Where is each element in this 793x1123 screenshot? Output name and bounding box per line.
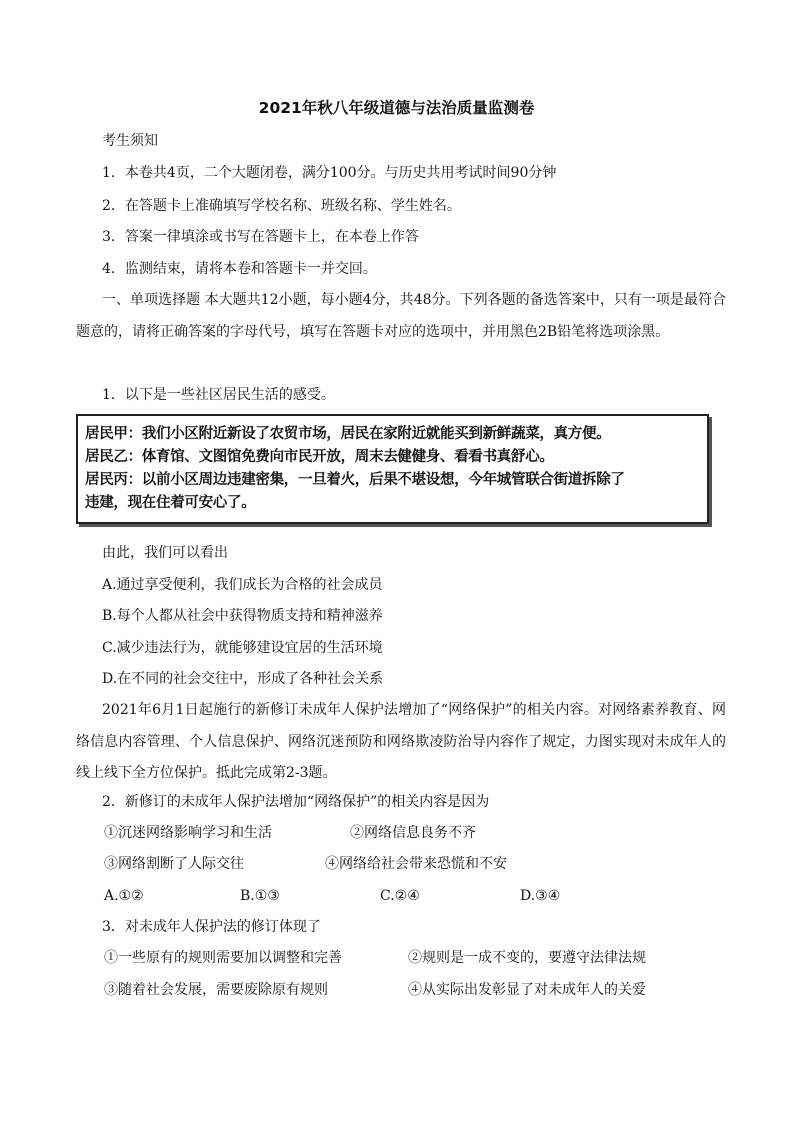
q3-statement-4: ④从实际出发彰显了对未成年人的关爱: [408, 982, 646, 998]
q1-quote-line-1: 居民甲：我们小区附近新设了农贸市场，居民在家附近就能买到新鲜蔬菜，真方便。: [85, 426, 611, 442]
q1-lead: 由此，我们可以看出: [102, 545, 228, 561]
q1-option-c: C.减少违法行为，就能够建设宜居的生活环境: [102, 640, 383, 656]
q1-option-a: A.通过享受便利，我们成长为合格的社会成员: [102, 577, 383, 593]
material-paragraph: 2021年6月1日起施行的新修订未成年人保护法增加了“网络保护”的相关内容。对网络素养教育、网络信息内容管理、个人信息保护、网络沉迷预防和网络欺凌防治导内容作了规定，力图实现对未成年人的线上线下全方位保护。抵此完成第2-3题。: [76, 702, 726, 781]
page-title: 2021年秋八年级道德与法治质量监测卷: [258, 99, 535, 117]
q1-option-b: B.每个人都从社会中获得物质支持和精神滋养: [102, 608, 383, 624]
q3-stem: 3．对未成年人保护法的修订体现了: [102, 919, 321, 935]
q2-stem: 2．新修订的未成年人保护法增加“网络保护”的相关内容是因为: [102, 794, 490, 810]
q2-option-b: B.①③: [240, 888, 280, 904]
q2-option-c: C.②④: [380, 888, 420, 904]
notice-heading: 考生须知: [102, 133, 158, 149]
q3-statement-2: ②规则是一成不变的，要遵守法律法规: [408, 950, 646, 966]
q1-quote-line-2: 居民乙：体育馆、文图馆免费向市民开放，周末去健健身、看看书真舒心。: [85, 449, 554, 465]
q1-quote-box: [76, 414, 709, 524]
q2-statement-4: ④网络给社会带来恐慌和不安: [325, 856, 507, 872]
q1-option-d: D.在不同的社会交往中，形成了各种社会关系: [102, 671, 384, 687]
q2-statement-3: ③网络割断了人际交往: [104, 856, 244, 872]
notice-item-1: 1．本卷共4页，二个大题闭卷，满分100分。与历史共用考试时间90分钟: [102, 165, 557, 181]
q2-statement-1: ①沉迷网络影响学习和生活: [104, 825, 272, 841]
q3-statement-1: ①一些原有的规则需要加以调整和完善: [104, 950, 342, 966]
notice-item-2: 2．在答题卡上准确填写学校名称、班级名称、学生姓名。: [102, 198, 461, 214]
q2-option-a: A.①②: [104, 888, 144, 904]
q2-option-d: D.③④: [520, 888, 561, 904]
section1-intro: 一、单项选择题 本大题共12小题，每小题4分，共48分。下列各题的备选答案中，只有一项是最符合题意的，请将正确答案的字母代号，填写在答题卡对应的选项中，并用黑色2B铅笔将选项涂黑。: [76, 292, 726, 340]
q2-statement-2: ②网络信息良务不齐: [350, 825, 476, 841]
notice-item-3: 3．答案一律填涂或书写在答题卡上，在本卷上作答: [102, 229, 419, 245]
q1-quote-line-3: 居民丙：以前小区周边违建密集，一旦着火，后果不堪设想，今年城管联合街道拆除了: [85, 472, 625, 488]
q1-quote-line-4: 违建，现在住着可安心了。: [85, 495, 256, 511]
notice-item-4: 4．监测结束，请将本卷和答题卡一并交回。: [102, 261, 377, 277]
q1-stem: 1．以下是一些社区居民生活的感受。: [102, 387, 335, 403]
q3-statement-3: ③随着社会发展，需要废除原有规则: [104, 982, 328, 998]
